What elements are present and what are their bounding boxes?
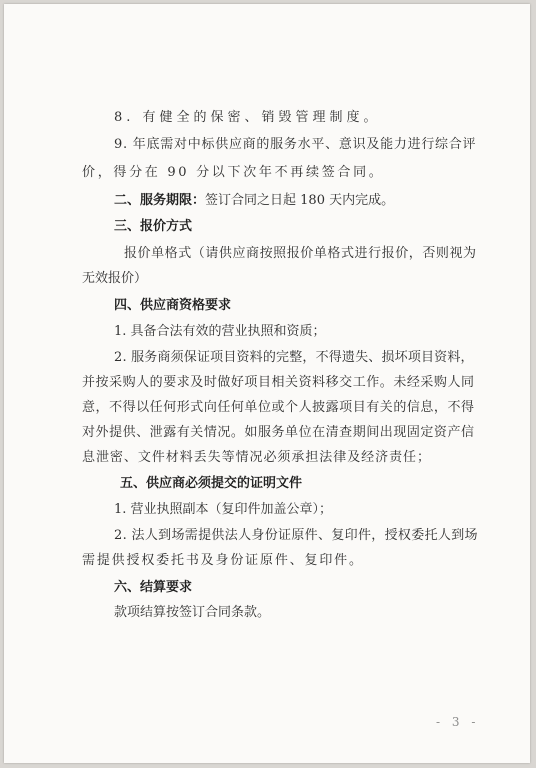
text-line: 签订合同之日起 180 天内完成。 [205, 193, 395, 208]
text-line: 款项结算按签订合同条款。 [114, 605, 271, 620]
text-line: 1. 具备合法有效的营业执照和资质； [114, 324, 326, 339]
document-page [4, 4, 530, 763]
section-heading: 四、供应商资格要求 [114, 298, 232, 313]
text-line: 2. 法人到场需提供法人身份证原件、复印件，授权委托人到场 [114, 528, 478, 543]
text-line: 1. 营业执照副本（复印件加盖公章）； [114, 502, 333, 517]
text-line: 报价单格式（请供应商按照报价单格式进行报价，否则视为 [124, 246, 477, 261]
text-line: 并按采购人的要求及时做好项目相关资料移交工作。未经采购人同 [82, 375, 475, 390]
text-line: 8. 有健全的保密、销毁管理制度。 [114, 110, 381, 125]
text-line: 9. 年底需对中标供应商的服务水平、意识及能力进行综合评 [114, 137, 477, 152]
section-heading-service-period [114, 193, 394, 209]
section-heading: 三、报价方式 [114, 219, 193, 234]
text-line: 对外提供、泄露有关情况。如服务单位在清查期间出现固定资产信 [82, 425, 475, 440]
section-heading: 六、结算要求 [114, 580, 193, 595]
text-line: 意，不得以任何形式向任何单位或个人披露项目有关的信息，不得 [82, 400, 475, 415]
page-number: - 3 - [436, 715, 480, 729]
text-line: 息泄密、文件材料丢失等情况必须承担法律及经济责任； [82, 450, 431, 465]
text-line: 无效报价） [82, 271, 148, 286]
text-line: 价，得分在 90 分以下次年不再续签合同。 [82, 165, 385, 180]
section-heading: 二、服务期限： [114, 193, 206, 208]
text-line: 需提供授权委托书及身份证原件、复印件。 [82, 553, 364, 568]
text-line: 2. 服务商须保证项目资料的完整，不得遗失、损坏项目资料， [114, 350, 474, 365]
section-heading: 五、供应商必须提交的证明文件 [120, 476, 303, 491]
